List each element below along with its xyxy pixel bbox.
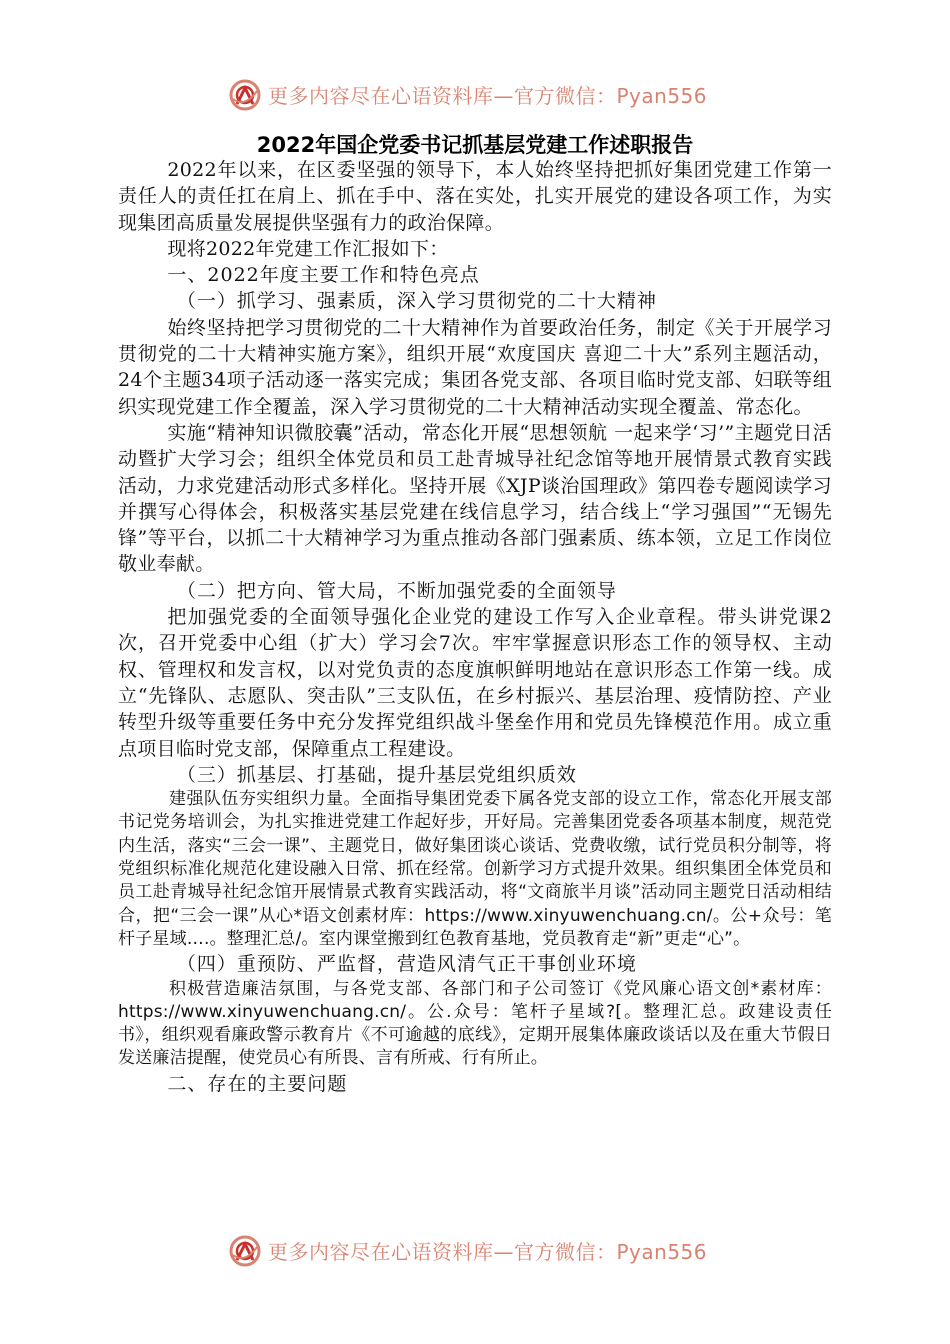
subsection-heading-4: （四）重预防、严监督，营造风清气正干事创业环境 xyxy=(176,953,637,976)
watermark-text: 更多内容尽在心语资料库—官方微信：Pyan556 xyxy=(268,1240,708,1264)
report-lead: 现将2022年党建工作汇报如下： xyxy=(167,237,449,260)
section-heading-2: 二、存在的主要问题 xyxy=(167,1072,348,1095)
subsection-heading-2: （二）把方向、管大局，不断加强党委的全面领导 xyxy=(176,579,617,602)
watermark-text: 更多内容尽在心语资料库—官方微信：Pyan556 xyxy=(268,84,708,108)
section-heading-1: 一、2022年度主要工作和特色亮点 xyxy=(167,264,480,287)
body-paragraph: 积极营造廉洁氛围，与各党支部、各部门和子公司签订《党风廉心语文创*素材库：https://www.xinyuwenchuang.cn/。公.众号：笔杆子星域?[。整理汇总。政建设责任书》，组织观看廉政警示教育片《不可逾越的底线》，定期开展集体廉政谈话以及在重大节假日发送廉洁提醒，使党员心有所畏、言有所戒、行有所止。 xyxy=(118,978,832,1069)
body-paragraph: 始终坚持把学习贯彻党的二十大精神作为首要政治任务，制定《关于开展学习贯彻党的二十大精神实施方案》，组织开展“欢度国庆 喜迎二十大”系列主题活动，24个主题34项子活动逐一落实完成；集团各党支部、各项目临时党支部、妇联等组织实现党建工作全覆盖，深入学习贯彻党的二十大精神活动实现全覆盖、常态化。 xyxy=(118,316,832,418)
subsection-heading-3: （三）抓基层、打基础，提升基层党组织质效 xyxy=(176,763,577,786)
body-paragraph: 实施“精神知识微胶囊”活动，常态化开展“思想领航 一起来学‘习’”主题党日活动暨扩大学习会；组织全体党员和员工赴青城导社纪念馆等地开展情景式教育实践活动，力求党建活动形式多样化。坚持开展《XJP谈治国理政》第四卷专题阅读学习并撰写心得体会，积极落实基层党建在线信息学习，结合线上“学习强国”“无锡先锋”等平台，以抓二十大精神学习为重点推动各部门强素质、练本领，立足工作岗位敬业奉献。 xyxy=(118,421,832,576)
watermark-banner-bottom xyxy=(0,1232,950,1272)
subsection-heading-1: （一）抓学习、强素质，深入学习贯彻党的二十大精神 xyxy=(176,290,657,313)
body-paragraph: 建强队伍夯实组织力量。全面指导集团党委下属各党支部的设立工作，常态化开展支部书记党务培训会，为扎实推进党建工作起好步，开好局。完善集团党委各项基本制度，规范党内生活，落实“三会一课”、主题党日，做好集团谈心谈话、党费收缴，试行党员积分制等，将党组织标准化规范化建设融入日常、抓在经常。创新学习方式提升效果。组织集团全体党员和员工赴青城导社纪念馆开展情景式教育实践活动，将“文商旅半月谈”活动同主题党日活动相结合，把“三会一课”从心*语文创素材库：https://www.xinyuwenchuang.cn/。公+众号：笔杆子星域….。整理汇总/。室内课堂搬到红色教育基地，党员教育走“新”更走“心”。 xyxy=(118,789,832,949)
document-body xyxy=(118,157,832,1097)
body-paragraph: 把加强党委的全面领导强化企业党的建设工作写入企业章程。带头讲党课2次，召开党委中心组（扩大）学习会7次。牢牢掌握意识形态工作的领导权、主动权、管理权和发言权，以对党负责的态度旗帜鲜明地站在意识形态工作第一线。成立“先锋队、志愿队、突击队”三支队伍，在乡村振兴、基层治理、疫情防控、产业转型升级等重要任务中充分发挥党组织战斗堡垒作用和党员先锋模范作用。成立重点项目临时党支部，保障重点工程建设。 xyxy=(118,606,832,760)
logo-icon xyxy=(228,1234,262,1268)
intro-paragraph: 2022年以来，在区委坚强的领导下，本人始终坚持把抓好集团党建工作第一责任人的责任扛在肩上、抓在手中、落在实处，扎实开展党的建设各项工作，为实现集团高质量发展提供坚强有力的政治保障。 xyxy=(118,159,832,234)
document-title: 2022年国企党委书记抓基层党建工作述职报告 xyxy=(256,133,694,157)
logo-icon xyxy=(228,78,262,112)
watermark-banner-top xyxy=(0,76,950,116)
